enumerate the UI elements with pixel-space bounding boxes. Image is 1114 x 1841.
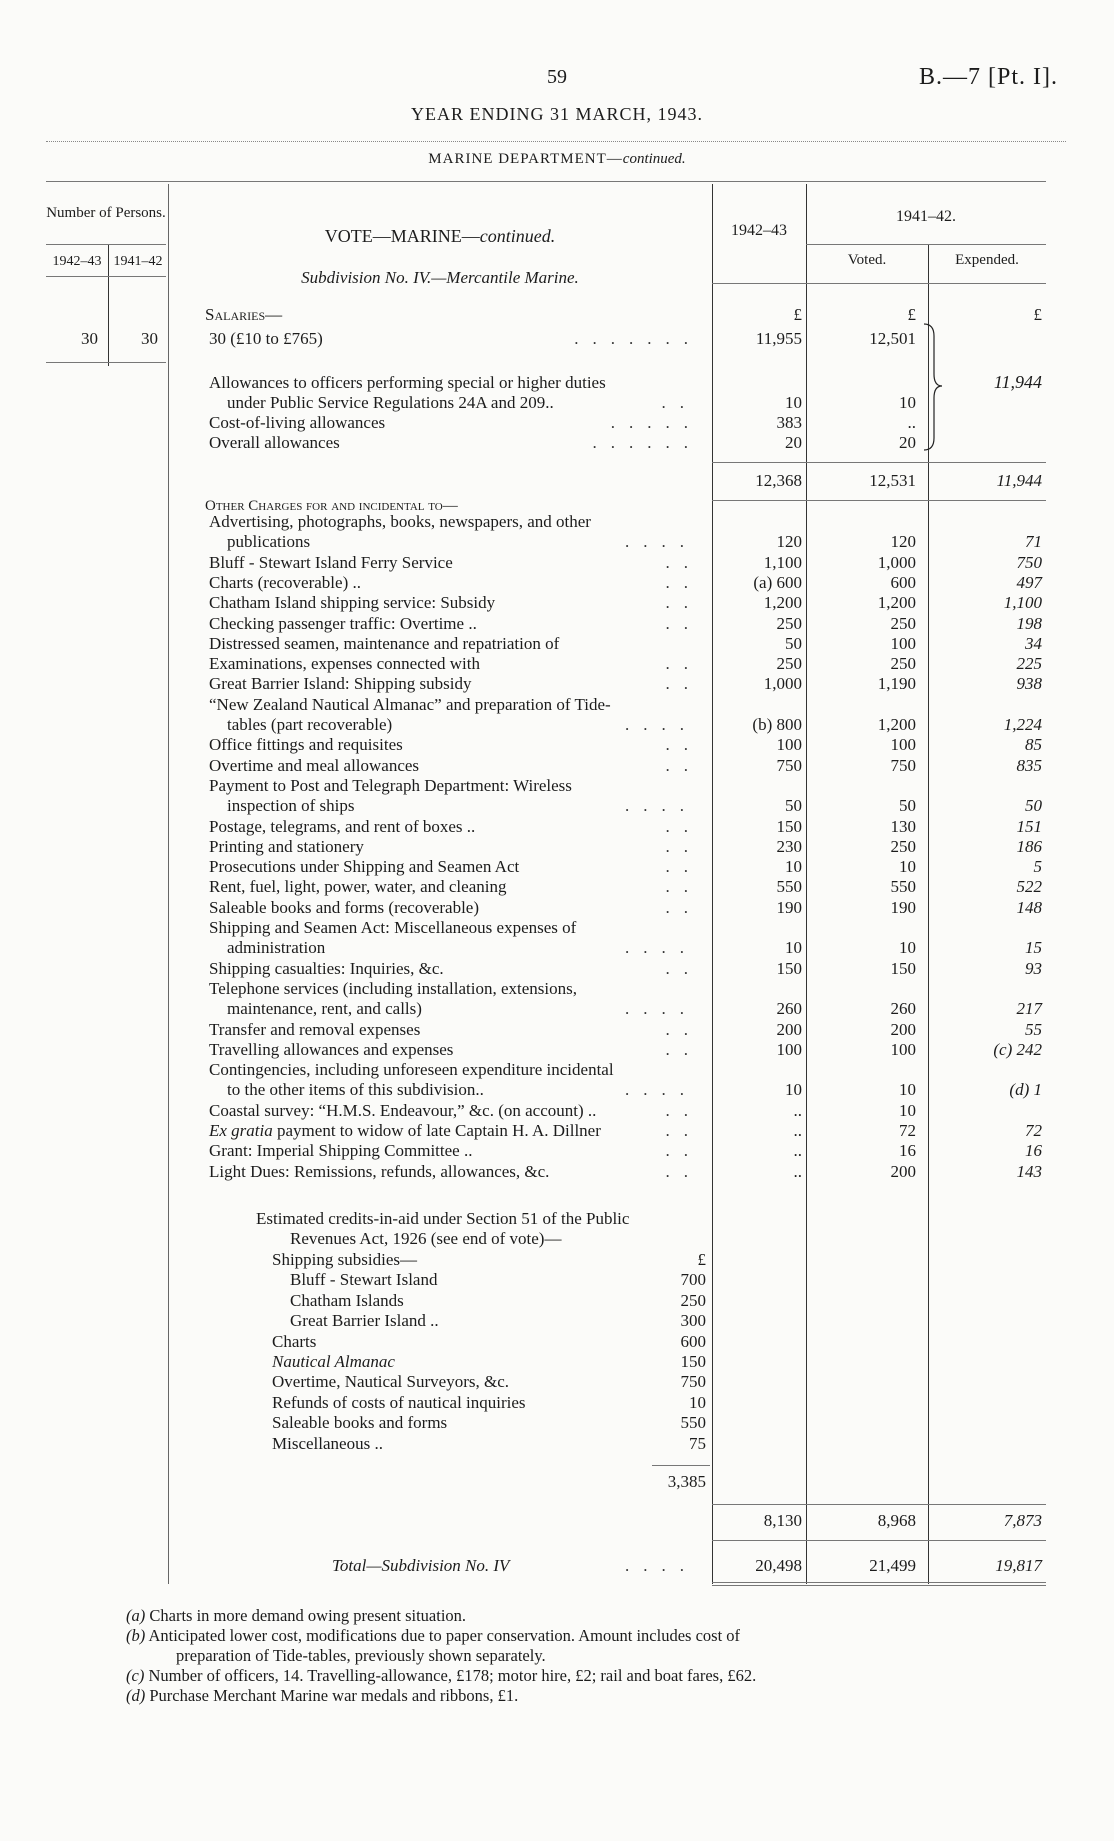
charge-expended: 151	[1016, 816, 1042, 836]
charge-estimate: 250	[776, 613, 802, 633]
charge-row-cont: tables (part recoverable) ....	[227, 715, 698, 734]
charge-estimate: 10	[785, 1080, 802, 1100]
charge-text: Great Barrier Island: Shipping subsidy	[209, 674, 472, 694]
allowance-estimate: 383	[776, 413, 802, 432]
charge-voted: 100	[890, 735, 916, 755]
charge-voted: 72	[899, 1121, 916, 1140]
salaries-voted: 12,501	[869, 329, 916, 348]
charge-text: Bluff - Stewart Island Ferry Service	[209, 552, 453, 572]
credit-label: Saleable books and forms	[272, 1413, 448, 1433]
charge-text: Distressed seamen, maintenance and repatriation of	[209, 633, 560, 653]
persons-1941-value: 30	[141, 329, 158, 348]
charge-estimate: ..	[793, 1161, 802, 1181]
col-header-1942-43: 1942–43	[731, 222, 787, 239]
charge-voted: 600	[890, 572, 916, 592]
head-bottom-rule	[712, 283, 1046, 284]
credit-label: Nautical Almanac	[272, 1352, 395, 1371]
department-continued: continued.	[622, 151, 686, 167]
charge-text: Ex gratia payment to widow of late Captain H. A. Dillner	[209, 1121, 601, 1140]
salaries-label: Salaries—	[205, 305, 283, 324]
charge-estimate: 1,100	[763, 552, 802, 572]
charge-row: Saleable books and forms (recoverable) ..	[209, 897, 702, 917]
salaries-heading	[205, 304, 704, 325]
charge-voted: 1,200	[877, 715, 916, 734]
charge-estimate: (a) 600	[753, 572, 802, 592]
charge-expended: 497	[1016, 572, 1042, 592]
allowance-voted: 10	[899, 393, 916, 412]
charge-voted: 130	[890, 816, 916, 836]
footnote	[126, 1666, 756, 1686]
grand-total-estimate: 20,498	[755, 1556, 802, 1575]
charge-expended: 50	[1025, 796, 1042, 816]
charge-voted: 250	[890, 654, 916, 674]
persons-col-1941: 1941–42	[113, 254, 163, 269]
charge-text: Light Dues: Remissions, refunds, allowances, &c.	[209, 1161, 550, 1181]
charge-row: Shipping casualties: Inquiries, &c. ..	[209, 958, 702, 978]
credit-amount: 550	[680, 1413, 706, 1433]
salaries-total-expended: 11,944	[996, 471, 1042, 490]
charge-voted: 16	[899, 1141, 916, 1161]
charge-text-cont: inspection of ships	[227, 796, 355, 816]
charge-estimate: 230	[776, 836, 802, 856]
charge-voted: 1,200	[877, 593, 916, 613]
charge-expended: 522	[1016, 877, 1042, 897]
pound-sign: £	[793, 305, 802, 324]
charge-row: Coastal survey: “H.M.S. Endeavour,” &c. (on account) .. ..	[209, 1100, 702, 1120]
charge-text-cont: maintenance, rent, and calls)	[227, 999, 422, 1019]
credit-amount: 750	[680, 1372, 706, 1392]
charge-expended: 55	[1025, 1019, 1042, 1039]
charge-expended: 143	[1016, 1161, 1042, 1181]
persons-bottom-rule	[46, 362, 166, 363]
charge-estimate: (b) 800	[752, 715, 802, 734]
charge-text: Shipping and Seamen Act: Miscellaneous expenses of	[209, 918, 577, 937]
credit-label: Shipping subsidies—	[272, 1250, 417, 1269]
grand-total-expended: 19,817	[995, 1556, 1042, 1575]
charge-row: Examinations, expenses connected with ..	[209, 654, 702, 674]
charge-row	[205, 1059, 708, 1080]
header-divider	[46, 141, 1066, 142]
charge-text: Postage, telegrams, and rent of boxes ..	[209, 816, 476, 836]
other-charges-label: Other Charges for and incidental to—	[205, 498, 458, 514]
col-header-1941-42: 1941–42.	[896, 208, 956, 225]
charge-voted: 250	[890, 613, 916, 633]
charge-text: Overtime and meal allowances	[209, 755, 420, 775]
charge-expended: (c) 242	[993, 1039, 1042, 1059]
footnote-text: Number of officers, 14. Travelling-allowance, £178; motor hire, £2; rail and boat fares, £62.	[148, 1666, 757, 1685]
footnote-cont: preparation of Tide-tables, previously shown separately.	[176, 1646, 546, 1665]
allowance-text-cont: under Public Service Regulations 24A and 209..	[227, 393, 554, 412]
charge-expended: 15	[1025, 938, 1042, 958]
charge-row	[205, 978, 708, 999]
charge-estimate: 50	[785, 633, 802, 653]
persons-1942-value: 30	[81, 329, 98, 348]
charge-row	[205, 775, 708, 796]
charge-row: Overtime and meal allowances ..	[209, 755, 702, 775]
charge-text: Rent, fuel, light, power, water, and cleaning	[209, 877, 507, 897]
charge-text: Checking passenger traffic: Overtime ..	[209, 613, 477, 633]
salaries-total-estimate: 12,368	[755, 471, 802, 490]
allowance-text: Cost-of-living allowances	[209, 413, 386, 432]
charge-expended: 16	[1025, 1141, 1042, 1161]
charge-voted: 1,000	[877, 552, 916, 572]
charge-voted: 250	[890, 836, 916, 856]
credits-pound-sign: £	[697, 1250, 706, 1269]
years-head-rule	[806, 244, 1046, 245]
charge-estimate: 550	[776, 877, 802, 897]
charge-row: Rent, fuel, light, power, water, and cleaning ..	[209, 877, 702, 897]
footnote-mark: (a)	[126, 1606, 146, 1625]
salaries-estimate: 11,955	[755, 329, 802, 348]
allowance-row-cont: under Public Service Regulations 24A and 209.. ..	[227, 393, 698, 412]
charge-expended: 750	[1016, 552, 1042, 572]
charge-estimate: 250	[776, 654, 802, 674]
credit-amount: 700	[680, 1270, 706, 1290]
charge-voted: 750	[890, 755, 916, 775]
allowance-voted: 20	[899, 433, 916, 452]
credit-label: Refunds of costs of nautical inquiries	[272, 1392, 526, 1412]
charge-row: Bluff - Stewart Island Ferry Service ..	[209, 552, 702, 572]
charge-estimate: 100	[776, 735, 802, 755]
charge-row	[205, 917, 708, 938]
charge-text: Examinations, expenses connected with	[209, 654, 480, 674]
charge-estimate: 50	[785, 796, 802, 816]
grand-total-rule	[712, 1582, 1046, 1583]
other-total-voted: 8,968	[877, 1511, 916, 1530]
charge-expended: 835	[1016, 755, 1042, 775]
credit-label: Charts	[272, 1331, 317, 1351]
other-total-expended: 7,873	[1003, 1511, 1042, 1530]
charge-expended: 186	[1016, 836, 1042, 856]
persons-subhead-rule	[46, 276, 166, 277]
footnote-mark: (c)	[126, 1666, 145, 1685]
charge-estimate: ..	[793, 1121, 802, 1140]
charge-text: Contingencies, including unforeseen expenditure incidental	[209, 1060, 614, 1080]
charge-row: Grant: Imperial Shipping Committee .. ..	[209, 1141, 702, 1161]
footnote	[126, 1686, 518, 1706]
credit-amount: 150	[680, 1352, 706, 1371]
footnote-mark: (d)	[126, 1686, 146, 1705]
charge-text: Advertising, photographs, books, newspapers, and other	[209, 512, 591, 531]
charge-voted: 260	[890, 999, 916, 1019]
charge-text: Saleable books and forms (recoverable)	[209, 897, 479, 917]
allowance-voted: ..	[907, 413, 916, 432]
charge-expended: 34	[1025, 633, 1042, 653]
charge-text: Grant: Imperial Shipping Committee ..	[209, 1141, 473, 1161]
allowance-row	[205, 372, 708, 393]
col-header-expended: Expended.	[955, 252, 1019, 268]
charge-row: Office fittings and requisites ..	[209, 735, 702, 755]
charge-estimate: 150	[776, 958, 802, 978]
charge-voted: 10	[899, 1080, 916, 1100]
description-left-rule	[168, 184, 169, 1584]
charge-expended: 71	[1025, 532, 1042, 552]
charge-row	[205, 633, 708, 654]
charge-row	[205, 694, 708, 715]
charge-text: Charts (recoverable) ..	[209, 572, 361, 592]
charge-text: Chatham Island shipping service: Subsidy	[209, 593, 496, 613]
charge-estimate: 100	[776, 1039, 802, 1059]
credit-label: Overtime, Nautical Surveyors, &c.	[272, 1372, 509, 1392]
allowance-text: Allowances to officers performing special or higher duties	[209, 373, 606, 392]
charge-voted: 120	[890, 532, 916, 552]
charge-expended: 198	[1016, 613, 1042, 633]
charge-text: Telephone services (including installation, extensions,	[209, 978, 577, 998]
charge-text: Shipping casualties: Inquiries, &c.	[209, 958, 444, 978]
credit-amount: 250	[680, 1290, 706, 1310]
col-header-voted: Voted.	[847, 252, 887, 268]
charge-row-cont: inspection of ships ....	[227, 796, 698, 816]
charge-expended: 148	[1016, 897, 1042, 917]
charge-text: Transfer and removal expenses	[209, 1019, 421, 1039]
charge-row: Ex gratia payment to widow of late Captain H. A. Dillner ..	[209, 1121, 702, 1140]
charge-text-cont: administration	[227, 938, 326, 958]
charge-estimate: 190	[776, 897, 802, 917]
pound-sign: £	[1033, 305, 1042, 324]
charge-text: Payment to Post and Telegraph Department: Wireless	[209, 775, 572, 795]
subtotal-bottom-rule	[712, 500, 1046, 501]
charge-estimate: 260	[776, 999, 802, 1019]
charge-estimate: ..	[793, 1141, 802, 1161]
charge-voted: 200	[890, 1161, 916, 1181]
charge-row-cont: maintenance, rent, and calls) ....	[227, 999, 698, 1019]
charge-row: Great Barrier Island: Shipping subsidy ..	[209, 674, 702, 694]
charge-voted: 200	[890, 1019, 916, 1039]
grand-total-double-rule	[712, 1585, 1046, 1586]
estimates-left-rule	[712, 184, 713, 1584]
charge-row: Transfer and removal expenses ..	[209, 1019, 702, 1039]
vote-name: VOTE—MARINE—	[324, 226, 480, 246]
grand-total-voted: 21,499	[869, 1556, 916, 1575]
credits-intro: Estimated credits-in-aid under Section 51 of the Public	[256, 1209, 630, 1228]
allowance-estimate: 20	[785, 433, 802, 452]
credit-label: Bluff - Stewart Island	[290, 1270, 438, 1290]
charge-expended: 93	[1025, 958, 1042, 978]
charge-row: Chatham Island shipping service: Subsidy ..	[209, 593, 702, 613]
persons-col-1942: 1942–43	[52, 254, 102, 269]
footnote-text: Purchase Merchant Marine war medals and ribbons, £1.	[149, 1686, 519, 1705]
credit-amount: 600	[680, 1331, 706, 1351]
document-reference: B.—7 [Pt. I].	[919, 64, 1058, 90]
charge-expended: 85	[1025, 735, 1042, 755]
charge-row: Checking passenger traffic: Overtime .. ..	[209, 613, 702, 633]
pound-sign: £	[907, 305, 916, 324]
charge-row: Prosecutions under Shipping and Seamen Act ..	[209, 857, 702, 877]
subtotal-rule	[712, 462, 1046, 463]
department-name: MARINE DEPARTMENT—	[428, 151, 623, 167]
charge-text-cont: to the other items of this subdivision..	[227, 1080, 484, 1100]
credits-total: 3,385	[667, 1472, 706, 1491]
table-top-rule	[46, 181, 1046, 182]
allowance-row: Overall allowances ......	[209, 433, 702, 452]
footnote-mark: (b)	[126, 1626, 146, 1645]
page-number: 59	[547, 66, 567, 88]
charge-expended: 938	[1016, 674, 1042, 694]
vote-continued: continued.	[479, 226, 556, 246]
footnote	[126, 1626, 740, 1646]
credit-label: Great Barrier Island ..	[290, 1311, 439, 1331]
charge-expended: 1,224	[1003, 715, 1042, 734]
charge-row: Printing and stationery ..	[209, 836, 702, 856]
voted-left-rule	[806, 184, 807, 1584]
credit-label: Miscellaneous ..	[272, 1433, 383, 1453]
other-total-rule	[712, 1504, 1046, 1505]
charge-row: Postage, telegrams, and rent of boxes .. ..	[209, 816, 702, 836]
charge-expended: 225	[1016, 654, 1042, 674]
charge-estimate: 10	[785, 857, 802, 877]
ex-gratia-phrase: Ex gratia	[209, 1121, 273, 1140]
charge-voted: 550	[890, 877, 916, 897]
footnote-text: Anticipated lower cost, modifications due to paper conservation. Amount includes cost of	[148, 1626, 741, 1645]
charge-voted: 190	[890, 897, 916, 917]
charge-row	[205, 511, 708, 532]
charge-text-cont: publications	[227, 532, 311, 552]
vote-title	[168, 226, 712, 247]
salaries-total-voted: 12,531	[869, 471, 916, 490]
charge-voted: 1,190	[877, 674, 916, 694]
charge-text: Travelling allowances and expenses	[209, 1039, 454, 1059]
allowance-text: Overall allowances	[209, 433, 340, 452]
charge-voted: 100	[890, 633, 916, 653]
footnote	[126, 1606, 466, 1626]
charge-voted: 10	[899, 857, 916, 877]
subdivision-title: Subdivision No. IV.—Mercantile Marine.	[301, 268, 579, 287]
charge-row-cont: administration ....	[227, 938, 698, 958]
charge-estimate: 1,200	[763, 593, 802, 613]
charge-text: Prosecutions under Shipping and Seamen Act	[209, 857, 520, 877]
charge-estimate: 120	[776, 532, 802, 552]
persons-header: Number of Persons.	[46, 205, 166, 221]
charge-row-cont: to the other items of this subdivision.. ....	[227, 1080, 698, 1100]
charge-voted: 150	[890, 958, 916, 978]
allowances-expended: 11,944	[993, 372, 1042, 392]
charge-expended: 1,100	[1003, 593, 1042, 613]
charge-row: Charts (recoverable) .. ..	[209, 572, 702, 592]
charge-row: Light Dues: Remissions, refunds, allowances, &c. ..	[209, 1161, 702, 1181]
credits-total-rule	[652, 1465, 710, 1466]
charge-voted: 10	[899, 1100, 916, 1120]
charge-voted: 10	[899, 938, 916, 958]
charge-row-cont: publications ....	[227, 532, 698, 552]
charge-expended: 5	[1033, 857, 1042, 877]
charge-row: Travelling allowances and expenses ..	[209, 1039, 702, 1059]
footnote-text: Charts in more demand owing present situation.	[149, 1606, 467, 1625]
credit-label: Chatham Islands	[290, 1290, 404, 1310]
department-heading	[0, 151, 1114, 168]
charge-estimate: ..	[793, 1100, 802, 1120]
credit-amount: 300	[680, 1311, 706, 1331]
credit-amount: 75	[689, 1433, 706, 1453]
charge-estimate: 1,000	[763, 674, 802, 694]
credits-intro-cont: Revenues Act, 1926 (see end of vote)—	[290, 1229, 562, 1248]
charge-estimate: 200	[776, 1019, 802, 1039]
charge-estimate: 150	[776, 816, 802, 836]
charge-expended: (d) 1	[1009, 1080, 1042, 1100]
charge-voted: 50	[899, 796, 916, 816]
charge-text-cont: tables (part recoverable)	[227, 715, 393, 734]
allowance-estimate: 10	[785, 393, 802, 412]
grand-total-text: Total—Subdivision No. IV	[332, 1556, 510, 1575]
charge-estimate: 10	[785, 938, 802, 958]
charge-text: Office fittings and requisites	[209, 735, 403, 755]
charge-estimate: 750	[776, 755, 802, 775]
allowance-row: Cost-of-living allowances .....	[209, 413, 702, 432]
other-total-estimate: 8,130	[763, 1511, 802, 1530]
salaries-line: 30 (£10 to £765) .......	[209, 329, 702, 348]
page-title: YEAR ENDING 31 MARCH, 1943.	[411, 104, 703, 124]
charge-text: “New Zealand Nautical Almanac” and preparation of Tide-	[209, 694, 611, 714]
credit-amount: 10	[689, 1392, 706, 1412]
salaries-line-text: 30 (£10 to £765)	[209, 329, 323, 348]
grand-total-label: Total—Subdivision No. IV ....	[332, 1556, 698, 1575]
charge-expended: 72	[1025, 1121, 1042, 1140]
charge-text: Coastal survey: “H.M.S. Endeavour,” &c. (on account) ..	[209, 1100, 597, 1120]
charge-voted: 100	[890, 1039, 916, 1059]
charge-expended: 217	[1016, 999, 1042, 1019]
charge-text: Printing and stationery	[209, 836, 364, 856]
persons-head-rule	[46, 244, 166, 245]
other-total-bottom-rule	[712, 1540, 1046, 1541]
